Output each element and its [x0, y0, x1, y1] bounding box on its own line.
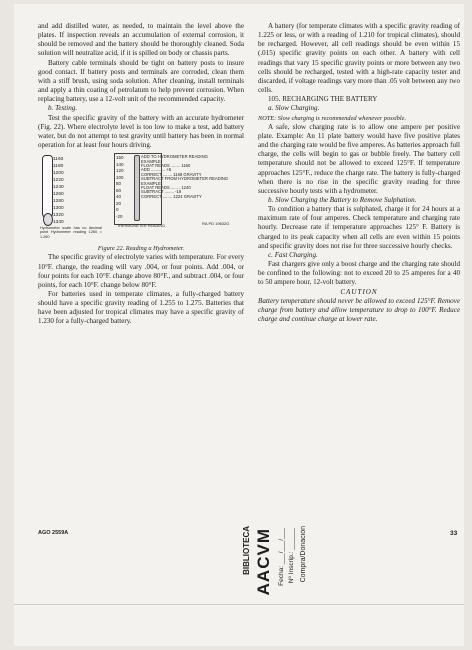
- correction-line: FLOAT READS ........ 1160: [141, 163, 191, 168]
- correction-line: ADD ............ +8: [141, 167, 171, 173]
- correction-notes: [141, 155, 237, 199]
- section-heading-testing: b. Testing.: [48, 104, 78, 113]
- tick-label: 100: [116, 174, 124, 180]
- stamp-text: AACVM: [254, 528, 273, 596]
- scale-mark: 1340: [53, 220, 64, 226]
- hydrometer-figure: [38, 153, 244, 243]
- hydrometer-note: Hydrometer scale has no decimal point Hydrometer reading 1260 = 1.260: [40, 226, 102, 239]
- correction-line: ADD TO HYDROMETER READING: [141, 154, 208, 160]
- subheading-sulphation: b. Slow Charging the Battery to Remove Sulphation.: [268, 195, 417, 204]
- paragraph: A battery (for temperate climates with a specific gravity reading of 1.225 or less, or with a reading of 1.210 for tropical climates), should be recharged. However, all cell readings should be even within 15 (.015) specific gravity points on each other. A battery with cell readings that vary 15 specific gravity points or more between any two cells should be recharged, tested with a high-rate capacity tester and discarded, if voltage readings vary more than .05 volt between any two cells.: [258, 22, 460, 95]
- caution-text: Battery temperature should never be allowed to exceed 125°F. Remove charge from battery and allow temperature to drop to 100°F. Reduce charge and continue charge at lower rate.: [258, 296, 460, 323]
- subheading-slow-charging: a. Slow Charging.: [268, 104, 320, 113]
- correction-line: SUBTRACT ........ -16: [141, 189, 182, 195]
- scale-mark: 1160: [53, 157, 64, 163]
- thermometer-illustration: [114, 153, 238, 237]
- tick-label: 120: [116, 168, 124, 174]
- correction-line: SUBTRACT FROM HYDROMETER READING: [141, 176, 229, 182]
- right-column: [258, 22, 460, 324]
- page-edge-line: [14, 604, 464, 605]
- document-page: [14, 4, 464, 646]
- left-column: [38, 22, 244, 327]
- paragraph: Test the specific gravity of the battery with an accurate hydrometer (Fig. 22). Where electrolyte level is too low to make a test, add battery water, but do not attempt to test gravity until battery has been in normal operation for at least four hours driving.: [38, 113, 244, 150]
- correction-line: CORRECT ........ 1224 GRAVITY: [141, 193, 202, 199]
- thermometer-scale: [116, 155, 124, 220]
- scale-mark: 1280: [53, 199, 64, 205]
- hydrometer-illustration: [40, 153, 102, 237]
- scale-mark: 1220: [53, 178, 64, 184]
- tick-label: 160: [116, 155, 124, 161]
- correction-line: CORRECT ........ 1168 GRAVITY: [141, 171, 202, 177]
- paragraph: For batteries used in temperate climates, a fully-charged battery should have a specific gravity reading of 1.255 to 1.275. Batteries that have been adjusted for tropical climates may have a specific gravity of 1.230 for a fully-charged battery.: [38, 289, 244, 326]
- scale-mark: 1300: [53, 206, 64, 212]
- scale-mark: 1260: [53, 192, 64, 198]
- thermometer-stem: [134, 155, 140, 221]
- correction-line: FLOAT READS ........ 1240: [141, 185, 191, 191]
- tick-label: -20: [116, 213, 123, 219]
- footer-code: AGO 2559A: [38, 530, 69, 536]
- tick-label: 140: [116, 161, 124, 167]
- figure-reference: RA PD 19632G: [202, 221, 230, 227]
- stamp-text: BIBLIOTECA: [242, 526, 251, 575]
- hydrometer-scale: [53, 156, 64, 226]
- hydrometer-tube: [42, 155, 53, 219]
- scale-mark: 1180: [53, 164, 64, 170]
- paragraph: and add distilled water, as needed, to maintain the level above the plates. If inspection reveals an accumulation of external corrosion, it should be removed and the battery should be thoroughly cleaned. Soda solution will neutralize acid, if it is spilled on body or chassis parts.: [38, 22, 244, 58]
- note: NOTE: Slow charging is recommended whenever possible.: [258, 114, 407, 122]
- section-heading-recharging: 105. RECHARGING THE BATTERY: [268, 95, 378, 104]
- thermometer-label: THERMOMETER READING: [116, 224, 166, 229]
- tick-label: 0: [116, 207, 119, 213]
- scale-mark: 1240: [53, 185, 64, 191]
- tick-label: 40: [116, 194, 122, 200]
- paragraph: A safe, slow charging rate is to allow one ampere per positive plate. Example: An 11 plate battery would have five positive plates and the charging rate would be five amperes. As batteries approach full charge, the cells will begin to gas or bubble freely. The battery cell temperature should not be allowed to exceed 125°F. If temperature approaches 125°F., reduce the charge rate. The battery is fully-charged when there is no rise in the specific gravity reading for three successive hourly tests with a hydrometer.: [258, 122, 460, 195]
- correction-line: EXAMPLE:: [141, 180, 162, 186]
- caution-title: CAUTION: [340, 287, 378, 296]
- stamp-text: Compra/Donación: [300, 526, 307, 583]
- tick-label: 20: [116, 200, 122, 206]
- tick-label: 80: [116, 181, 122, 187]
- paragraph: Battery cable terminals should be tight on battery posts to insure good contact. If battery posts and terminals are corroded, clean them with a stiff brush, using soda solution. After cleaning, install terminals and apply a thin coating of petrolatum to help prevent corrosion. When replacing battery, use a 12-volt unit of the recommended capacity.: [38, 58, 244, 104]
- scale-mark: 1320: [53, 213, 64, 219]
- paragraph: To condition a battery that is sulphated, charge it for 24 hours at a maximum rate of four amperes. Check temperature and charging rate hourly. Decrease rate if temperature approaches 125° F. Battery is charged to its peak capacity when all cells are even within 15 points and specific gravity does not rise for three successive hourly checks.: [258, 205, 460, 250]
- scale-mark: 1200: [53, 171, 64, 177]
- page-number: 33: [450, 530, 458, 537]
- paragraph: The specific gravity of electrolyte varies with temperature. For every 10°F. change, the reading will vary .004, or four points. Add .004, or four points for each 10°F. change above 80°F., and subtract .004, or four points, for each 10°F. change below 80°F.: [38, 253, 244, 289]
- correction-line: EXAMPLE:: [141, 158, 162, 164]
- tick-label: 60: [116, 187, 122, 193]
- stamp-text: Nº Inscrip.: ______: [288, 528, 295, 584]
- hydrometer-bulb: [43, 213, 53, 226]
- figure-caption: Figure 22. Reading a Hydrometer.: [97, 245, 185, 253]
- library-stamp: [242, 522, 382, 620]
- subheading-fast-charging: c. Fast Charging.: [268, 250, 318, 259]
- paragraph: Fast chargers give only a boost charge and the charging rate should be confined to the following: not to exceed 20 to 25 amperes for a 40 to 50 ampere hour, 12-volt battery.: [258, 260, 460, 287]
- stamp-text: Fecha: ___/___/___: [278, 528, 285, 586]
